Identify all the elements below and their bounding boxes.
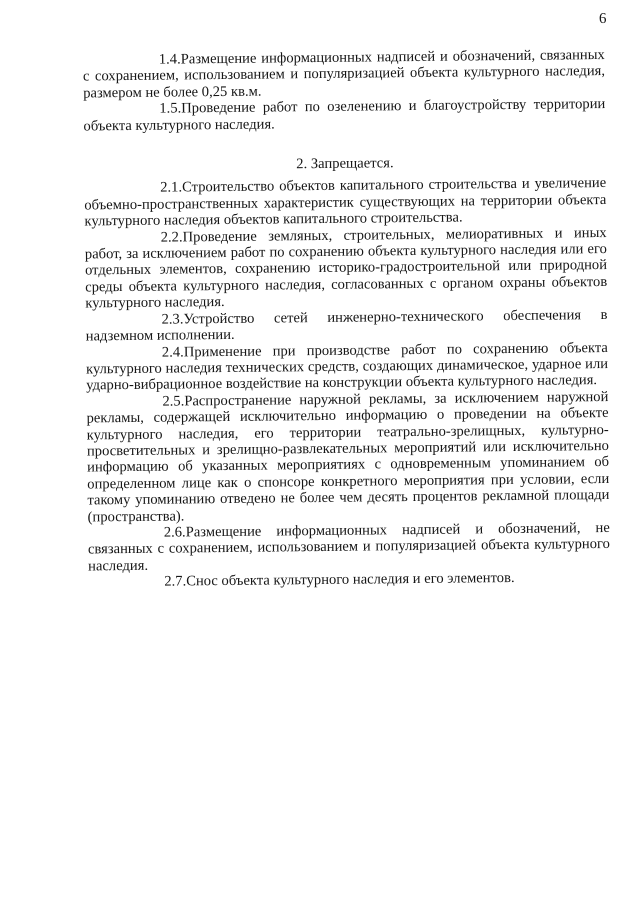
item-number: 1.5. — [159, 100, 182, 117]
page-number: 6 — [598, 10, 607, 28]
paragraph-2-5 — [86, 389, 609, 526]
item-number: 2.2. — [160, 229, 183, 246]
item-number: 2.1. — [160, 179, 183, 197]
document-body — [83, 47, 611, 591]
item-text: Снос объекта культурного наследия и его элементов. — [186, 570, 515, 590]
item-number: 2.4. — [161, 343, 184, 361]
paragraph-2-3 — [85, 307, 607, 345]
item-number: 2.7. — [164, 573, 187, 590]
item-text: Применение при производстве работ по сохранению объекта культурного наследия технических средств, создающих динамическое, ударное или ударно-вибрационное воздействие на конструкции объекта культурного наследия. — [85, 339, 609, 394]
item-number: 2.3. — [161, 311, 184, 328]
item-text: Размещение информационных надписей и обозначений, не связанных с сохранением, использованием и популяризацией объекта культурного наследия. — [87, 519, 611, 575]
paragraph-1-4 — [83, 47, 605, 102]
item-text: Проведение работ по озеленению и благоустройству территории объекта культурного наследия. — [83, 96, 606, 135]
item-number: 1.4. — [158, 51, 181, 68]
section-heading: 2. Запрещается. — [296, 155, 394, 173]
paragraph-2-2 — [85, 225, 608, 312]
item-number: 2.6. — [163, 524, 186, 541]
item-text: Устройство сетей инженерно-технического обеспечения в надземном исполнении. — [85, 306, 608, 345]
paragraph-2-6 — [88, 520, 610, 575]
item-number: 2.5. — [162, 393, 185, 410]
item-text: Проведение земляных, строительных, мелиоративных и иных работ, за исключением работ по сохранению объекта культурного наследия или его отдельных элементов, сохранению историко-градостроительной или природной среды объекта культурного наследия, согласованных с органом охраны объектов культурного наследия. — [84, 224, 608, 312]
item-text: Размещение информационных надписей и обозначений, связанных с сохранением, использованием и популяризацией объекта культурного наследия, размером не более 0,25 кв.м. — [82, 47, 606, 102]
paragraph-2-4 — [86, 339, 608, 394]
item-text: Распространение наружной рекламы, за исключением наружной рекламы, содержащей исключительно информацию о проведении на объекте культурного наследия, его территории театрально-зрелищных, культурно-просветительных и зрелищно-развлекательных мероприятий или исключительно информацию об указанных мероприятиях с одновременным упоминанием об определенном лице как о спонсоре конкретного мероприятия при условии, если такому упоминанию отведено не более чем десять процентов рекламной площади (пространства). — [86, 388, 610, 526]
paragraph-2-1 — [84, 175, 606, 230]
paragraph-1-5 — [83, 96, 605, 134]
item-text: Строительство объектов капитального строительства и увеличение объемно-пространственных характеристик существующих на территории объекта культурного наследия объектов капитального строительства. — [84, 175, 607, 230]
